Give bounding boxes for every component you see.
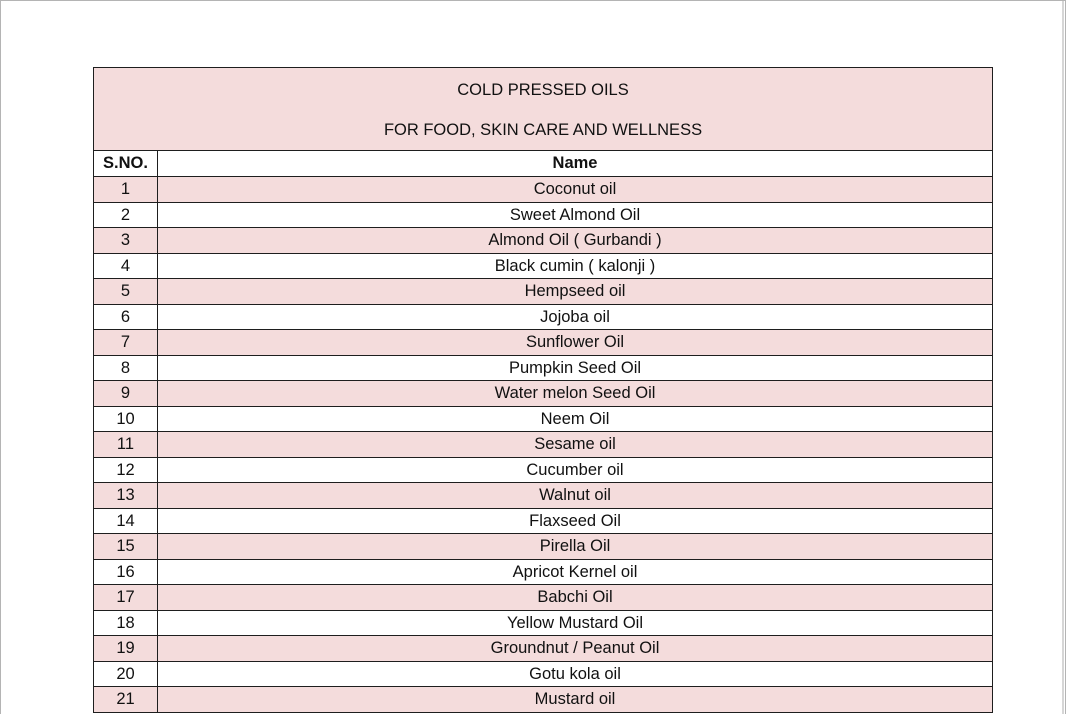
table-row — [94, 355, 993, 381]
table-row — [94, 457, 993, 483]
row-oil-name: Water melon Seed Oil — [158, 381, 993, 407]
table-row — [94, 253, 993, 279]
row-sno: 11 — [94, 432, 158, 458]
table-row — [94, 304, 993, 330]
row-sno: 12 — [94, 457, 158, 483]
row-oil-name: Cucumber oil — [158, 457, 993, 483]
row-oil-name: Neem Oil — [158, 406, 993, 432]
row-oil-name: Flaxseed Oil — [158, 508, 993, 534]
column-header-name: Name — [158, 151, 993, 177]
header-row — [94, 151, 993, 177]
row-oil-name: Black cumin ( kalonji ) — [158, 253, 993, 279]
table-row — [94, 202, 993, 228]
row-sno: 3 — [94, 228, 158, 254]
table-body — [94, 68, 993, 713]
row-oil-name: Walnut oil — [158, 483, 993, 509]
oils-table — [93, 67, 993, 713]
table-row — [94, 534, 993, 560]
row-sno: 15 — [94, 534, 158, 560]
row-oil-name: Mustard oil — [158, 687, 993, 713]
column-header-sno: S.NO. — [94, 151, 158, 177]
row-oil-name: Hempseed oil — [158, 279, 993, 305]
row-oil-name: Coconut oil — [158, 177, 993, 203]
table-row — [94, 508, 993, 534]
table-row — [94, 406, 993, 432]
row-sno: 14 — [94, 508, 158, 534]
row-oil-name: Almond Oil ( Gurbandi ) — [158, 228, 993, 254]
document-title: COLD PRESSED OILS — [457, 81, 629, 99]
row-oil-name: Sunflower Oil — [158, 330, 993, 356]
row-sno: 17 — [94, 585, 158, 611]
row-oil-name: Sweet Almond Oil — [158, 202, 993, 228]
row-sno: 18 — [94, 610, 158, 636]
row-oil-name: Pirella Oil — [158, 534, 993, 560]
row-sno: 13 — [94, 483, 158, 509]
row-sno: 1 — [94, 177, 158, 203]
table-row — [94, 636, 993, 662]
row-sno: 7 — [94, 330, 158, 356]
title-row — [94, 68, 993, 151]
row-sno: 9 — [94, 381, 158, 407]
row-sno: 21 — [94, 687, 158, 713]
row-sno: 19 — [94, 636, 158, 662]
row-oil-name: Babchi Oil — [158, 585, 993, 611]
document-subtitle: FOR FOOD, SKIN CARE AND WELLNESS — [383, 120, 703, 139]
row-sno: 2 — [94, 202, 158, 228]
table-row — [94, 381, 993, 407]
table-row — [94, 610, 993, 636]
table-row — [94, 585, 993, 611]
table-row — [94, 432, 993, 458]
row-sno: 8 — [94, 355, 158, 381]
title-cell — [94, 68, 993, 151]
row-oil-name: Sesame oil — [158, 432, 993, 458]
row-oil-name: Gotu kola oil — [158, 661, 993, 687]
row-sno: 6 — [94, 304, 158, 330]
table-row — [94, 177, 993, 203]
table-row — [94, 228, 993, 254]
table-row — [94, 559, 993, 585]
row-oil-name: Pumpkin Seed Oil — [158, 355, 993, 381]
row-oil-name: Groundnut / Peanut Oil — [158, 636, 993, 662]
row-sno: 10 — [94, 406, 158, 432]
row-sno: 4 — [94, 253, 158, 279]
table-row — [94, 279, 993, 305]
table-row — [94, 483, 993, 509]
row-sno: 5 — [94, 279, 158, 305]
row-oil-name: Jojoba oil — [158, 304, 993, 330]
row-oil-name: Yellow Mustard Oil — [158, 610, 993, 636]
row-oil-name: Apricot Kernel oil — [158, 559, 993, 585]
table-row — [94, 661, 993, 687]
row-sno: 16 — [94, 559, 158, 585]
table-row — [94, 687, 993, 713]
row-sno: 20 — [94, 661, 158, 687]
table-row — [94, 330, 993, 356]
